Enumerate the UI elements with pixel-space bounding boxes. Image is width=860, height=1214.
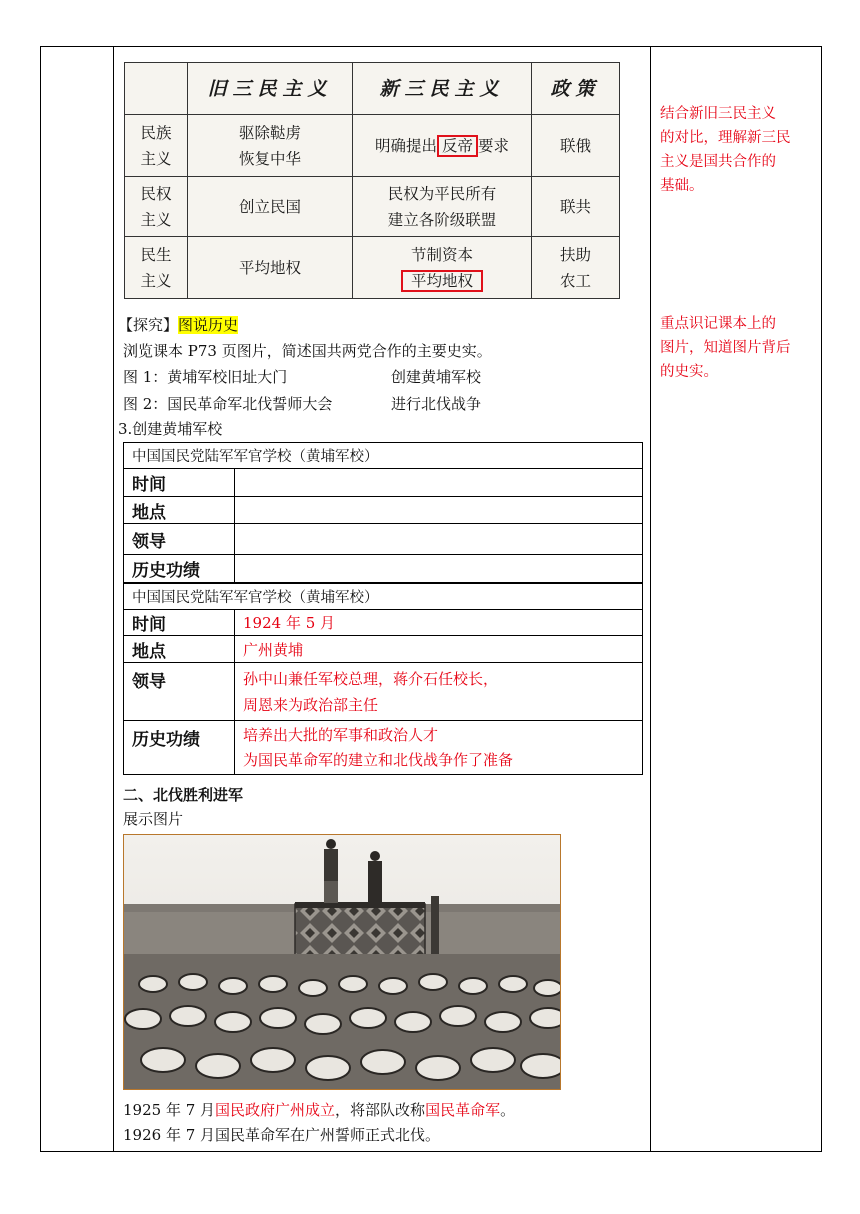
label-leader: 领导 xyxy=(124,524,235,555)
old-principle-text: 创立民国 xyxy=(188,177,353,237)
row-label: 主义 xyxy=(140,149,172,168)
header-policy: 政策 xyxy=(532,63,620,115)
old-principle-text: 恢复中华 xyxy=(238,149,301,168)
figure1-fact: 创建黄埔军校 xyxy=(391,368,482,386)
note-line: 图片，知道图片背后 xyxy=(660,340,791,356)
answer-leader-line: 孙中山兼任军校总理，蒋介石任校长， xyxy=(243,669,499,688)
old-principle-text: 驱除鞑虏 xyxy=(238,123,301,142)
answer-achievement-line: 培养出大批的军事和政治人才 xyxy=(243,725,439,744)
explore-heading xyxy=(118,315,238,335)
note-line: 重点识记课本上的 xyxy=(660,316,776,332)
note-line: 主义是国共合作的 xyxy=(660,154,776,170)
figure2-label: 图 2：国民革命军北伐誓师大会 xyxy=(123,395,333,413)
section2-heading: 二、北伐胜利进军 xyxy=(123,786,244,804)
note-line: 的对比，理解新三民 xyxy=(660,130,791,146)
label-leader: 领导 xyxy=(124,663,235,721)
boxed-land-equalization: 平均地权 xyxy=(401,270,483,292)
explore-intro: 浏览课本 P73 页图片，简述国共两党合作的主要史实。 xyxy=(123,342,492,360)
figure2-fact: 进行北伐战争 xyxy=(391,395,482,413)
explore-highlight: 图说历史 xyxy=(178,316,239,334)
text: ，将部队改称 xyxy=(335,1101,426,1119)
text: 。 xyxy=(500,1101,516,1119)
new-principle-text: 要求 xyxy=(478,136,510,155)
blank-cell[interactable] xyxy=(235,555,643,583)
label-place: 地点 xyxy=(124,497,235,524)
paragraph-1925 xyxy=(123,1100,515,1120)
blank-cell[interactable] xyxy=(235,524,643,555)
blank-cell[interactable] xyxy=(235,497,643,524)
policy-text: 农工 xyxy=(559,271,591,290)
row-label: 民生 xyxy=(140,245,172,264)
principles-comparison-table xyxy=(124,62,620,298)
teaching-note-principles xyxy=(660,102,815,198)
school-table-title: 中国国民党陆军军官学校（黄埔军校） xyxy=(124,443,643,469)
northern-expedition-rally-photo xyxy=(123,834,561,1090)
text: 1925 年 7 月 xyxy=(123,1101,216,1119)
label-place: 地点 xyxy=(124,636,235,663)
policy-text: 联共 xyxy=(532,177,620,237)
answer-place: 广州黄埔 xyxy=(235,636,643,663)
old-principle-text: 平均地权 xyxy=(188,237,353,299)
answer-achievement-line: 为国民革命军的建立和北伐战争作了准备 xyxy=(243,750,514,769)
red-text: 国民革命军 xyxy=(425,1101,501,1119)
header-new-principles: 新三民主义 xyxy=(353,63,532,115)
teaching-note-pictures xyxy=(660,312,815,384)
policy-text: 联俄 xyxy=(532,115,620,177)
label-achievement: 历史功绩 xyxy=(124,721,235,775)
answer-leader-line: 周恩来为政治部主任 xyxy=(243,695,379,714)
label-time: 时间 xyxy=(124,469,235,497)
blank-cell[interactable] xyxy=(235,469,643,497)
row-label: 民权 xyxy=(140,184,172,203)
label-achievement: 历史功绩 xyxy=(124,555,235,583)
explore-bracket: 【探究】 xyxy=(118,316,179,334)
school-table-blank xyxy=(123,442,643,583)
red-text: 国民政府广州成立 xyxy=(215,1101,336,1119)
paragraph-1926: 1926 年 7 月国民革命军在广州誓师正式北伐。 xyxy=(123,1126,441,1144)
header-old-principles: 旧三民主义 xyxy=(188,63,353,115)
note-line: 基础。 xyxy=(660,178,704,194)
new-principle-text: 明确提出 xyxy=(374,136,437,155)
section3-heading: 3.创建黄埔军校 xyxy=(118,420,223,438)
new-principle-text: 节制资本 xyxy=(410,245,473,264)
boxed-anti-imperialism: 反帝 xyxy=(437,135,478,157)
column-divider-right xyxy=(650,46,651,1152)
row-label: 主义 xyxy=(140,210,172,229)
note-line: 的史实。 xyxy=(660,364,718,380)
figure1-label: 图 1：黄埔军校旧址大门 xyxy=(123,368,288,386)
row-livelihood xyxy=(125,237,620,299)
school-table-title: 中国国民党陆军军官学校（黄埔军校） xyxy=(124,584,643,610)
answer-time: 1924 年 5 月 xyxy=(235,610,643,636)
policy-text: 扶助 xyxy=(559,245,591,264)
row-label: 民族 xyxy=(140,123,172,142)
row-democracy xyxy=(125,177,620,237)
note-line: 结合新旧三民主义 xyxy=(660,106,776,122)
column-divider-left xyxy=(113,46,114,1152)
show-picture-label: 展示图片 xyxy=(123,810,184,828)
row-label: 主义 xyxy=(140,271,172,290)
new-principle-text: 建立各阶级联盟 xyxy=(387,210,497,229)
new-principle-text: 民权为平民所有 xyxy=(387,184,497,203)
school-table-filled xyxy=(123,583,643,775)
header-corner xyxy=(125,63,188,115)
label-time: 时间 xyxy=(124,610,235,636)
row-nationalism xyxy=(125,115,620,177)
